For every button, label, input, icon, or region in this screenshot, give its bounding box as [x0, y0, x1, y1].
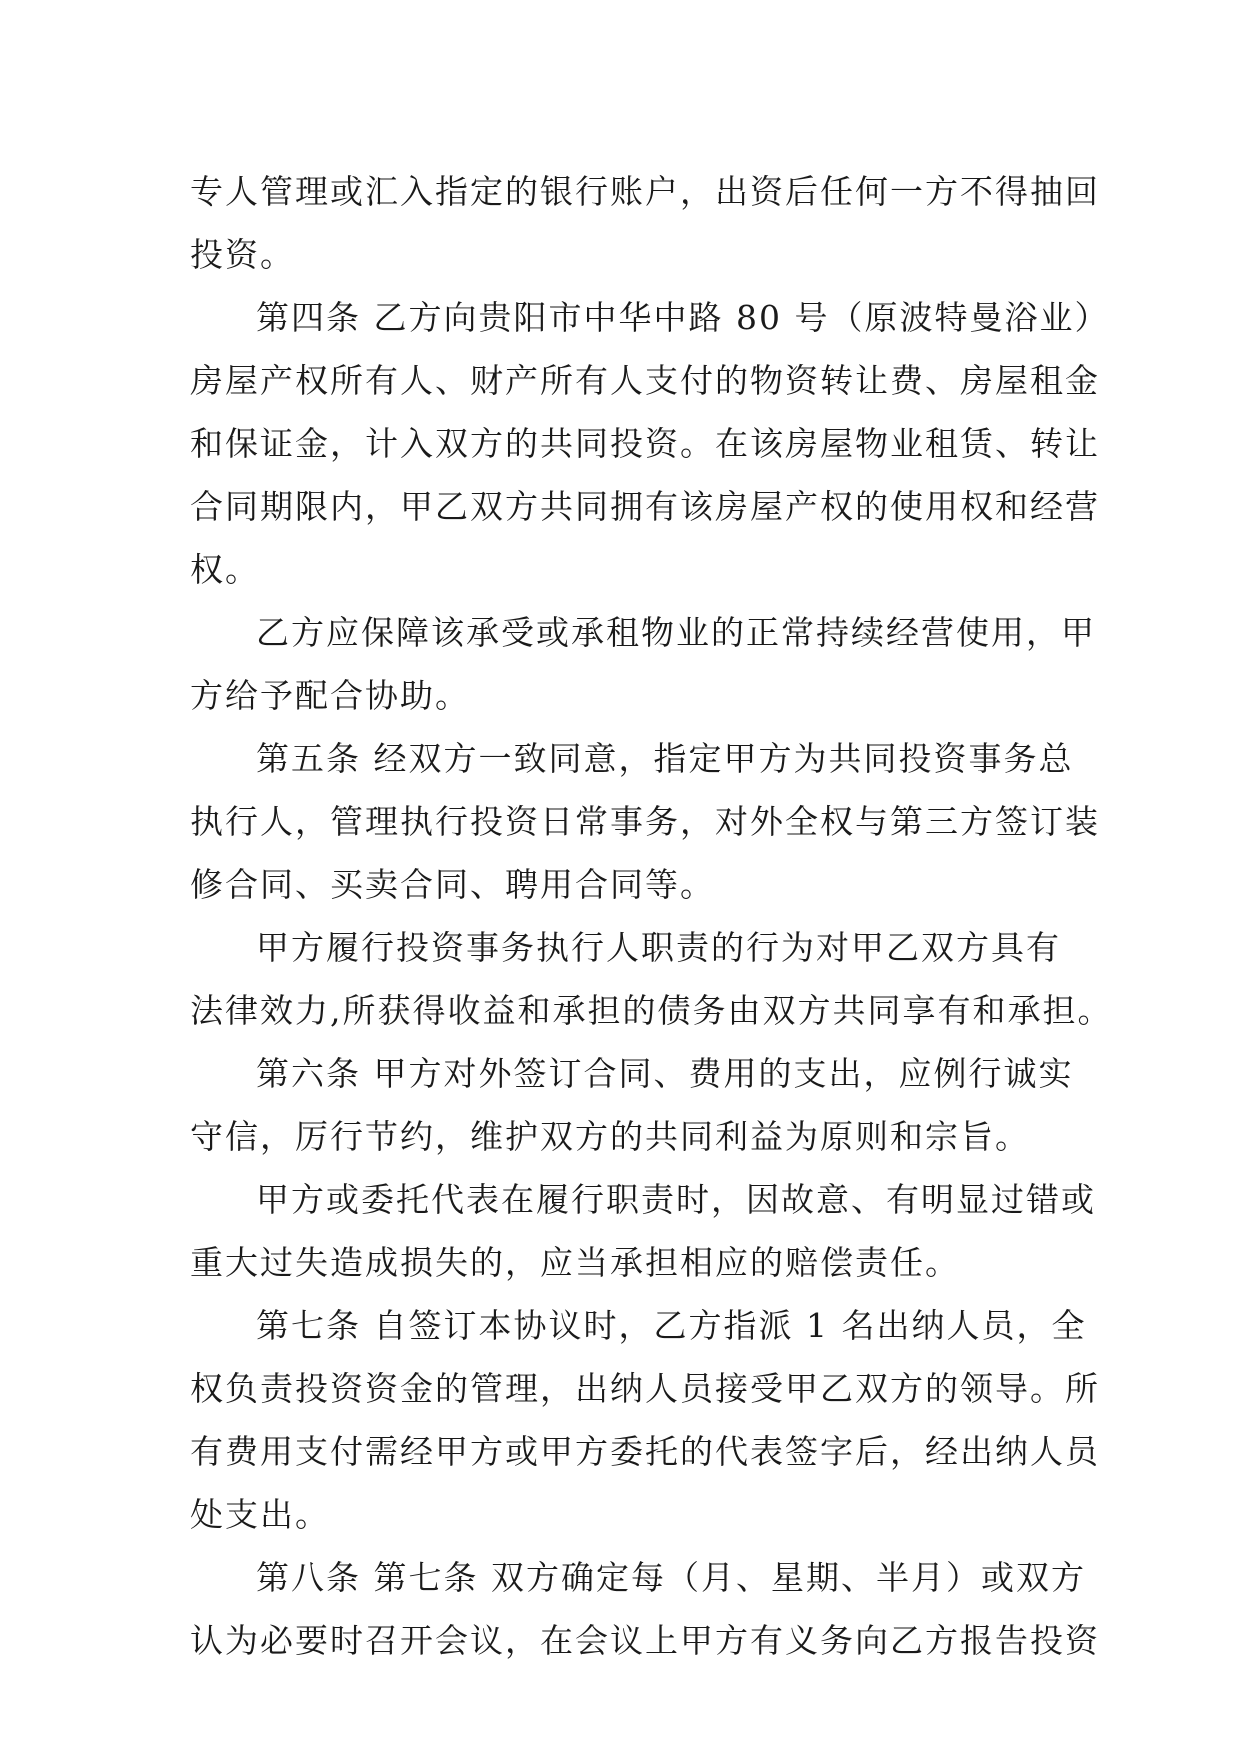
text-line: 法律效力,所获得收益和承担的债务由双方共同享有和承担。	[190, 991, 1113, 1030]
text-line: 合同期限内，甲乙双方共同拥有该房屋产权的使用权和经营	[190, 487, 1100, 526]
text-line: 第五条 经双方一致同意，指定甲方为共同投资事务总	[256, 739, 1074, 778]
text-line: 专人管理或汇入指定的银行账户，出资后任何一方不得抽回	[190, 172, 1100, 211]
text-line: 权负责投资资金的管理，出纳人员接受甲乙双方的领导。所	[190, 1369, 1100, 1408]
text-line: 执行人，管理执行投资日常事务，对外全权与第三方签订装	[190, 802, 1100, 841]
text-line: 处支出。	[190, 1495, 330, 1534]
text-line: 甲方履行投资事务执行人职责的行为对甲乙双方具有	[256, 928, 1061, 967]
text-line: 守信，厉行节约，维护双方的共同利益为原则和宗旨。	[190, 1117, 1030, 1156]
text-line: 和保证金，计入双方的共同投资。在该房屋物业租赁、转让	[190, 424, 1100, 463]
text-line: 第六条 甲方对外签订合同、费用的支出，应例行诚实	[256, 1054, 1074, 1093]
text-line: 第八条 第七条 双方确定每（月、星期、半月）或双方	[256, 1558, 1086, 1597]
text-line: 方给予配合协助。	[190, 676, 470, 715]
text-line: 甲方或委托代表在履行职责时，因故意、有明显过错或	[256, 1180, 1096, 1219]
document-body	[190, 160, 1113, 1672]
text-line: 第四条 乙方向贵阳市中华中路 80 号（原波特曼浴业）	[256, 298, 1110, 337]
text-line: 第七条 自签订本协议时，乙方指派 1 名出纳人员，全	[256, 1306, 1087, 1345]
text-line: 认为必要时召开会议，在会议上甲方有义务向乙方报告投资	[190, 1621, 1100, 1660]
text-line: 权。	[190, 550, 260, 589]
text-line: 房屋产权所有人、财产所有人支付的物资转让费、房屋租金	[190, 361, 1100, 400]
text-line: 重大过失造成损失的，应当承担相应的赔偿责任。	[190, 1243, 960, 1282]
text-line: 乙方应保障该承受或承租物业的正常持续经营使用，甲	[256, 613, 1096, 652]
text-line: 有费用支付需经甲方或甲方委托的代表签字后，经出纳人员	[190, 1432, 1100, 1471]
text-line: 投资。	[190, 235, 295, 274]
text-line: 修合同、买卖合同、聘用合同等。	[190, 865, 715, 904]
